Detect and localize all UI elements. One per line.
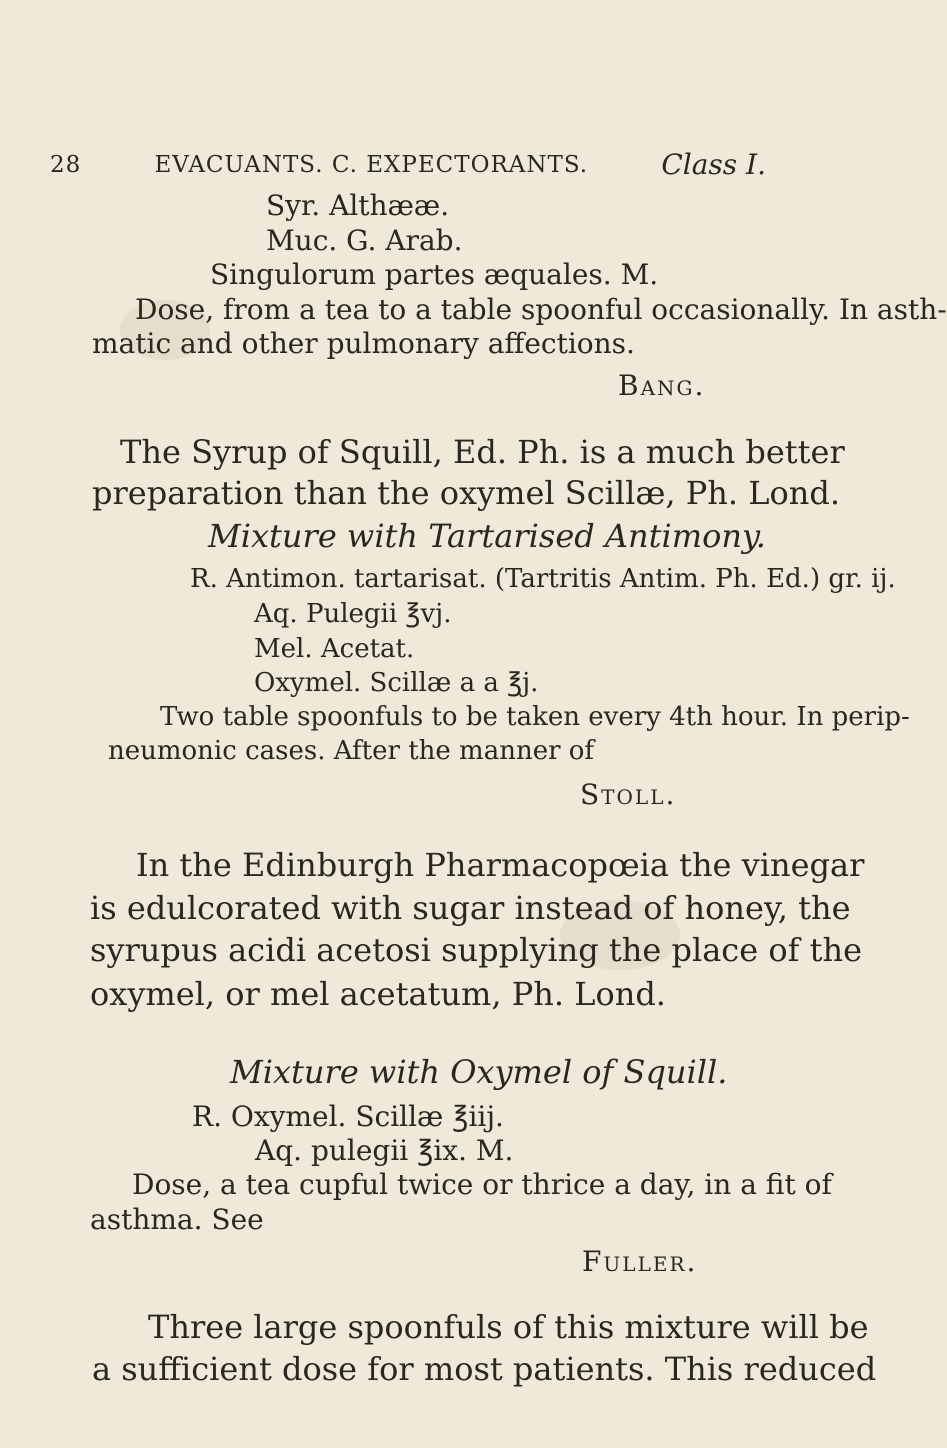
recipe-line: R. Oxymel. Scillæ ℥iij. — [192, 1100, 504, 1133]
paragraph-line: In the Edinburgh Pharmacopœia the vinegar — [136, 846, 865, 884]
section-title: EVACUANTS. C. EXPECTORANTS. — [154, 152, 589, 178]
recipe-line: Singulorum partes æquales. M. — [210, 258, 659, 291]
dose-line: Dose, from a tea to a table spoonful occasionally. In asth- — [135, 293, 947, 326]
recipe-line: Muc. G. Arab. — [266, 224, 463, 257]
author-attribution: Bang. — [618, 369, 706, 402]
dose-line: asthma. See — [90, 1203, 264, 1236]
recipe-line: Syr. Althææ. — [266, 189, 450, 222]
recipe-line: Aq. Pulegii ℥vj. — [254, 599, 452, 629]
paragraph-line: is edulcorated with sugar instead of honey, the — [90, 889, 851, 927]
recipe-line: Oxymel. Scillæ a a ℥j. — [254, 668, 539, 698]
paragraph-line: Three large spoonfuls of this mixture will be — [148, 1308, 869, 1346]
dose-line: Dose, a tea cupful twice or thrice a day, in a fit of — [132, 1168, 832, 1201]
section-heading: Mixture with Tartarised Antimony. — [208, 517, 766, 555]
paragraph-line: The Syrup of Squill, Ed. Ph. is a much better — [120, 433, 845, 471]
class-label: Class I. — [661, 148, 766, 181]
recipe-line: Mel. Acetat. — [254, 634, 415, 664]
dose-line: Two table spoonfuls to be taken every 4th hour. In perip- — [160, 702, 910, 732]
paragraph-line: a sufficient dose for most patients. This reduced — [92, 1350, 877, 1388]
author-attribution: Fuller. — [582, 1245, 698, 1278]
page-number: 28 — [50, 152, 82, 178]
running-header — [50, 148, 766, 182]
recipe-line: Aq. pulegii ℥ix. M. — [255, 1134, 514, 1167]
section-heading: Mixture with Oxymel of Squill. — [230, 1053, 728, 1091]
paragraph-line: syrupus acidi acetosi supplying the place of the — [90, 931, 863, 969]
author-attribution: Stoll. — [580, 778, 677, 811]
paragraph-line: preparation than the oxymel Scillæ, Ph. Lond. — [92, 474, 841, 512]
dose-line: matic and other pulmonary affections. — [92, 327, 635, 360]
recipe-line: R. Antimon. tartarisat. (Tartritis Antim. Ph. Ed.) gr. ij. — [190, 564, 896, 594]
dose-line: neumonic cases. After the manner of — [108, 736, 595, 766]
paragraph-line: oxymel, or mel acetatum, Ph. Lond. — [90, 975, 666, 1013]
